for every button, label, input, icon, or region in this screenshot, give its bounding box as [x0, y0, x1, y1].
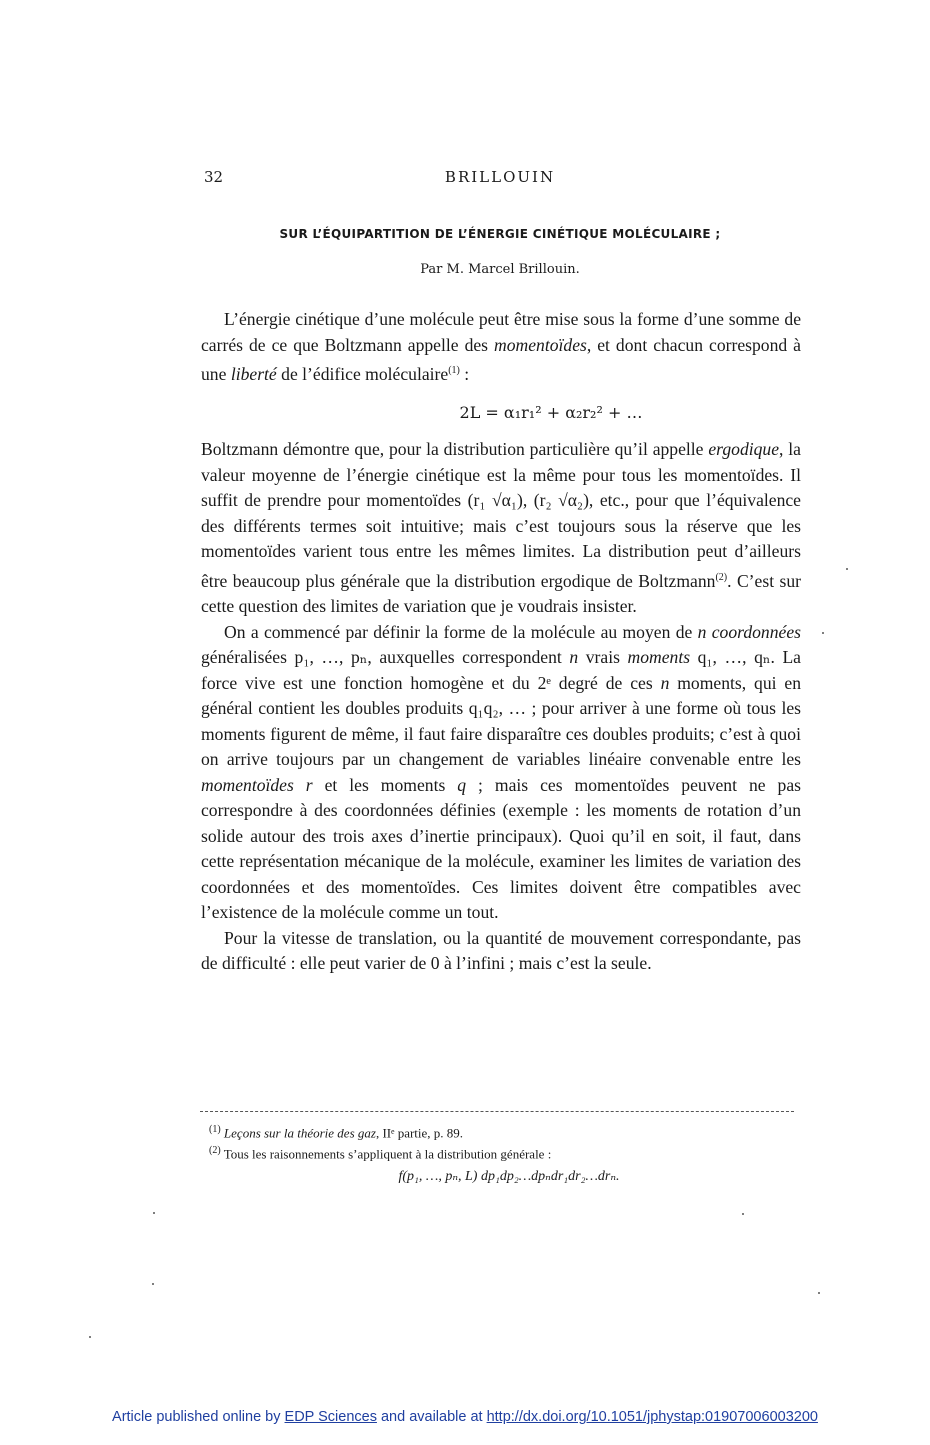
footnote-1: $^{(1)}$ Leçons sur la théorie des gaz, IIᵉ partie, p. 89. — [209, 1124, 464, 1141]
paragraph-3: On a commencé par définir la forme de la molécule au moyen de n coordonnées généralisées p₁, …, pₙ, auxquelles correspondent n vrais moments q₁, …, qₙ. La force vive est une fonction homogène et du 2ᵉ degré de ces n moments, qui en général contient les doubles produits q₁q₂, … ; pour arriver à une forme où tous les moments figurent de même, il faut faire disparaître ces doubles produits; c’est à quoi on arrive toujours par un changement de variables linéaire convenable entre les momentoïdes r et les moments q ; mais ces momentoïdes peuvent ne pas correspondre à des coordonnées définies (exemple : les moments de rotation d’un solide autour des trois axes d’inertie principaux). Quoi qu’il en soit, il faut, dans cette représentation mécanique de la molécule, examiner les limites de variation des coordonnées et des momentoïdes. Ces limites doivent être compatibles avec l’existence de la molécule comme un tout. — [201, 621, 801, 923]
running-title: BRILLOUIN — [444, 168, 556, 186]
scan-speck — [822, 632, 824, 634]
paragraph-4: Pour la vitesse de translation, ou la quantité de mouvement correspondante, pas de difficulté : elle peut varier de 0 à l’infini ; mais c’est la seule. — [201, 927, 801, 974]
footnote-ref-2: (2) — [715, 571, 728, 583]
scan-speck — [742, 1213, 744, 1215]
scan-speck — [846, 568, 848, 570]
doi-link[interactable]: http://dx.doi.org/10.1051/jphystap:01907006003200 — [486, 1409, 818, 1425]
publisher-footer: Article published online by EDP Sciences and available at http://dx.doi.org/10.1051/jphystap:01907006003200 — [112, 1409, 818, 1425]
footnote-ref-1: (1) — [448, 365, 460, 376]
footnote-2: $^{(2)}$ Tous les raisonnements s’appliquent à la distribution générale : — [209, 1145, 552, 1162]
running-head — [200, 168, 800, 190]
scan-speck — [153, 1212, 155, 1214]
scan-speck — [89, 1336, 91, 1338]
scan-speck — [152, 1283, 154, 1285]
publisher-link[interactable]: EDP Sciences — [284, 1409, 377, 1425]
paragraph-1: L’énergie cinétique d’une molécule peut être mise sous la forme d’une somme de carrés de ce que Boltzmann appelle des momentoïdes, et dont chacun correspond à une liberté de l’édifice moléculaire$^{(1)}$ : — [201, 309, 801, 384]
article-title: SUR L’ÉQUIPARTITION DE L’ÉNERGIE CINÉTIQUE MOLÉCULAIRE ; — [279, 227, 721, 241]
footnotes — [209, 1121, 799, 1186]
paragraph-2: Boltzmann démontre que, pour la distribution particulière qu’il appelle ergodique, la valeur moyenne de l’énergie cinétique est la même pour tous les momentoïdes. Il suffit de prendre pour momentoïdes (r₁ √α₁), (r₂ √α₂), etc., pour que l’équivalence des différents termes soit intuitive; mais c’est toujours sous la réserve que les momentoïdes varient tous entre les mêmes limites. La distribution peut d’ailleurs être beaucoup plus générale que la distribution ergodique de Boltzmann$^{(2)}$. C’est sur cette question des limites de variation que je voudrais insister. — [201, 439, 802, 617]
page-number: 32 — [204, 168, 224, 186]
author-byline: Par M. Marcel Brillouin. — [420, 262, 580, 277]
article-body — [201, 307, 801, 977]
scan-speck — [818, 1292, 820, 1294]
footnote-2-formula: f(p₁, …, pₙ, L) dp₁dp₂…dpₙdr₁dr₂…drₙ. — [398, 1168, 620, 1184]
footnote-divider — [200, 1111, 794, 1112]
equation-kinetic-energy: 2L = α₁r₁² + α₂r₂² + … — [459, 403, 643, 423]
